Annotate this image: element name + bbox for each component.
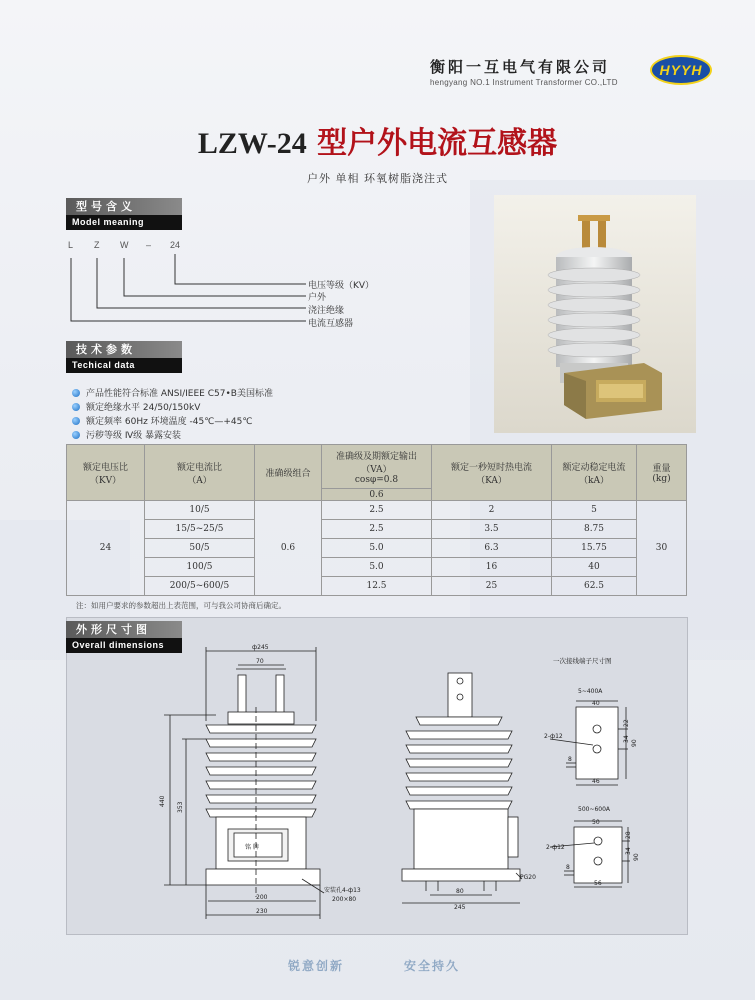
- bullet-icon: [72, 403, 80, 411]
- title-model: LZW-24: [197, 127, 307, 160]
- code-letter: L: [68, 240, 74, 250]
- header-weight: 重量 (kg): [637, 445, 687, 501]
- model-meaning-lines: [60, 250, 310, 330]
- page-subtitle: 户外 单相 环氧树脂浇注式: [307, 172, 448, 185]
- dim-label: 安装孔4-ф13: [324, 887, 361, 894]
- slogan: 锐意创新: [288, 959, 345, 973]
- product-photo: [494, 195, 696, 433]
- dim-label: 46: [592, 778, 600, 785]
- slogan: 安全持久: [404, 959, 461, 973]
- dim-label: PG20: [520, 874, 536, 881]
- title-name: 型户外电流互感器: [317, 126, 558, 161]
- dim-label: 90: [631, 739, 638, 747]
- cell-dynamic: 15.75: [552, 539, 637, 558]
- dim-label: 5~400A: [578, 688, 603, 695]
- cell-accuracy: 0.6: [255, 501, 322, 596]
- spec-item: 污秽等级 Ⅳ级 暴露安装: [72, 428, 181, 441]
- dimension-drawing: [66, 617, 688, 935]
- header-accuracy: 准确级组合: [255, 445, 322, 501]
- table-row: [67, 501, 687, 520]
- dim-label: 2-ф12: [544, 733, 563, 740]
- dim-label: 34: [623, 735, 630, 743]
- company-logo: HYYH: [650, 55, 712, 85]
- cell-output: 2.5: [322, 520, 432, 539]
- dim-label: 200: [256, 894, 268, 901]
- company-name-cn: 衡阳一互电气有限公司: [430, 58, 611, 76]
- bullet-icon: [72, 389, 80, 397]
- cell-output: 2.5: [322, 501, 432, 520]
- dim-label: 50: [592, 819, 600, 826]
- dim-label: 8: [566, 864, 570, 871]
- cell-dynamic: 5: [552, 501, 637, 520]
- section-tech-data: [66, 341, 182, 373]
- dim-label: 70: [256, 658, 264, 665]
- header-class: 0.6: [322, 489, 432, 501]
- table-row: [67, 539, 687, 558]
- page-title: [0, 118, 755, 162]
- spec-item: 产品性能符合标准 ANSI/IEEE C57•B美国标准: [72, 386, 273, 399]
- meaning-label: 户外: [308, 293, 327, 303]
- cell-thermal: 3.5: [432, 520, 552, 539]
- table-row: [67, 577, 687, 596]
- terminal-drawing-title: 一次接线端子尺寸图: [553, 657, 612, 665]
- header-voltage: 额定电压比 （KV）: [67, 445, 145, 501]
- dim-label: 90: [633, 853, 640, 861]
- section-title-cn: 外形尺寸图: [66, 621, 182, 638]
- code-letter: W: [120, 240, 129, 250]
- dim-label: 40: [592, 700, 600, 707]
- cell-output: 5.0: [322, 558, 432, 577]
- dim-label: 28: [625, 831, 632, 839]
- cell-voltage: 24: [67, 501, 145, 596]
- cell-thermal: 2: [432, 501, 552, 520]
- dim-label: 22: [623, 719, 630, 727]
- section-title-en: Overall dimensions: [66, 638, 182, 653]
- dim-label: 34: [625, 847, 632, 855]
- code-letter: –: [146, 240, 152, 250]
- table-row: [67, 558, 687, 577]
- section-model-meaning: [66, 198, 182, 230]
- header-current: 额定电流比 （A）: [145, 445, 255, 501]
- dim-label: 245: [454, 904, 466, 911]
- cell-dynamic: 40: [552, 558, 637, 577]
- cell-dynamic: 8.75: [552, 520, 637, 539]
- dim-label: 440: [159, 795, 166, 807]
- section-title-cn: 型号含义: [66, 198, 182, 215]
- nameplate-label: 铭 牌: [245, 844, 259, 851]
- cell-dynamic: 62.5: [552, 577, 637, 596]
- cell-ratio: 100/5: [145, 558, 255, 577]
- meaning-label: 电压等级（KV）: [308, 281, 375, 291]
- code-letter: Z: [94, 240, 100, 250]
- bullet-icon: [72, 417, 80, 425]
- header-output: 准确级及期额定输出 （VA） cosφ=0.8: [322, 445, 432, 489]
- cell-thermal: 6.3: [432, 539, 552, 558]
- dim-label: 200×80: [332, 896, 357, 903]
- dim-label: 353: [177, 801, 184, 813]
- table-note: 注：如用户要求的参数超出上表范围，可与我公司协商后确定。: [76, 601, 286, 610]
- table-row: [67, 520, 687, 539]
- dim-label: 80: [456, 888, 464, 895]
- dim-label: 230: [256, 908, 268, 915]
- rating-table: [66, 444, 687, 596]
- cell-thermal: 16: [432, 558, 552, 577]
- cell-output: 12.5: [322, 577, 432, 596]
- cell-output: 5.0: [322, 539, 432, 558]
- meaning-label: 电流互感器: [308, 319, 354, 329]
- cell-ratio: 50/5: [145, 539, 255, 558]
- cell-ratio: 10/5: [145, 501, 255, 520]
- dim-label: 500~600A: [578, 806, 611, 813]
- cell-ratio: 15/5~25/5: [145, 520, 255, 539]
- code-letter: 24: [170, 240, 181, 250]
- cell-thermal: 25: [432, 577, 552, 596]
- section-title-en: Techical data: [66, 358, 182, 373]
- cell-weight: 30: [637, 501, 687, 596]
- cell-ratio: 200/5~600/5: [145, 577, 255, 596]
- header-dynamic: 额定动稳定电流 （kA）: [552, 445, 637, 501]
- section-title-en: Model meaning: [66, 215, 182, 230]
- bullet-icon: [72, 431, 80, 439]
- spec-item: 额定绝缘水平 24/50/150kV: [72, 400, 200, 413]
- company-name-en: hengyang NO.1 Instrument Transformer CO.,LTD: [430, 78, 618, 87]
- meaning-label: 浇注绝缘: [308, 306, 345, 316]
- dim-label: ф245: [252, 644, 269, 651]
- dim-label: 8: [568, 756, 572, 763]
- header-thermal: 额定一秒短时热电流 （KA）: [432, 445, 552, 501]
- dim-label: 2-ф12: [546, 844, 565, 851]
- spec-item: 额定频率 60Hz 环境温度 -45℃—+45℃: [72, 414, 252, 427]
- section-title-cn: 技术参数: [66, 341, 182, 358]
- dim-label: 56: [594, 880, 602, 887]
